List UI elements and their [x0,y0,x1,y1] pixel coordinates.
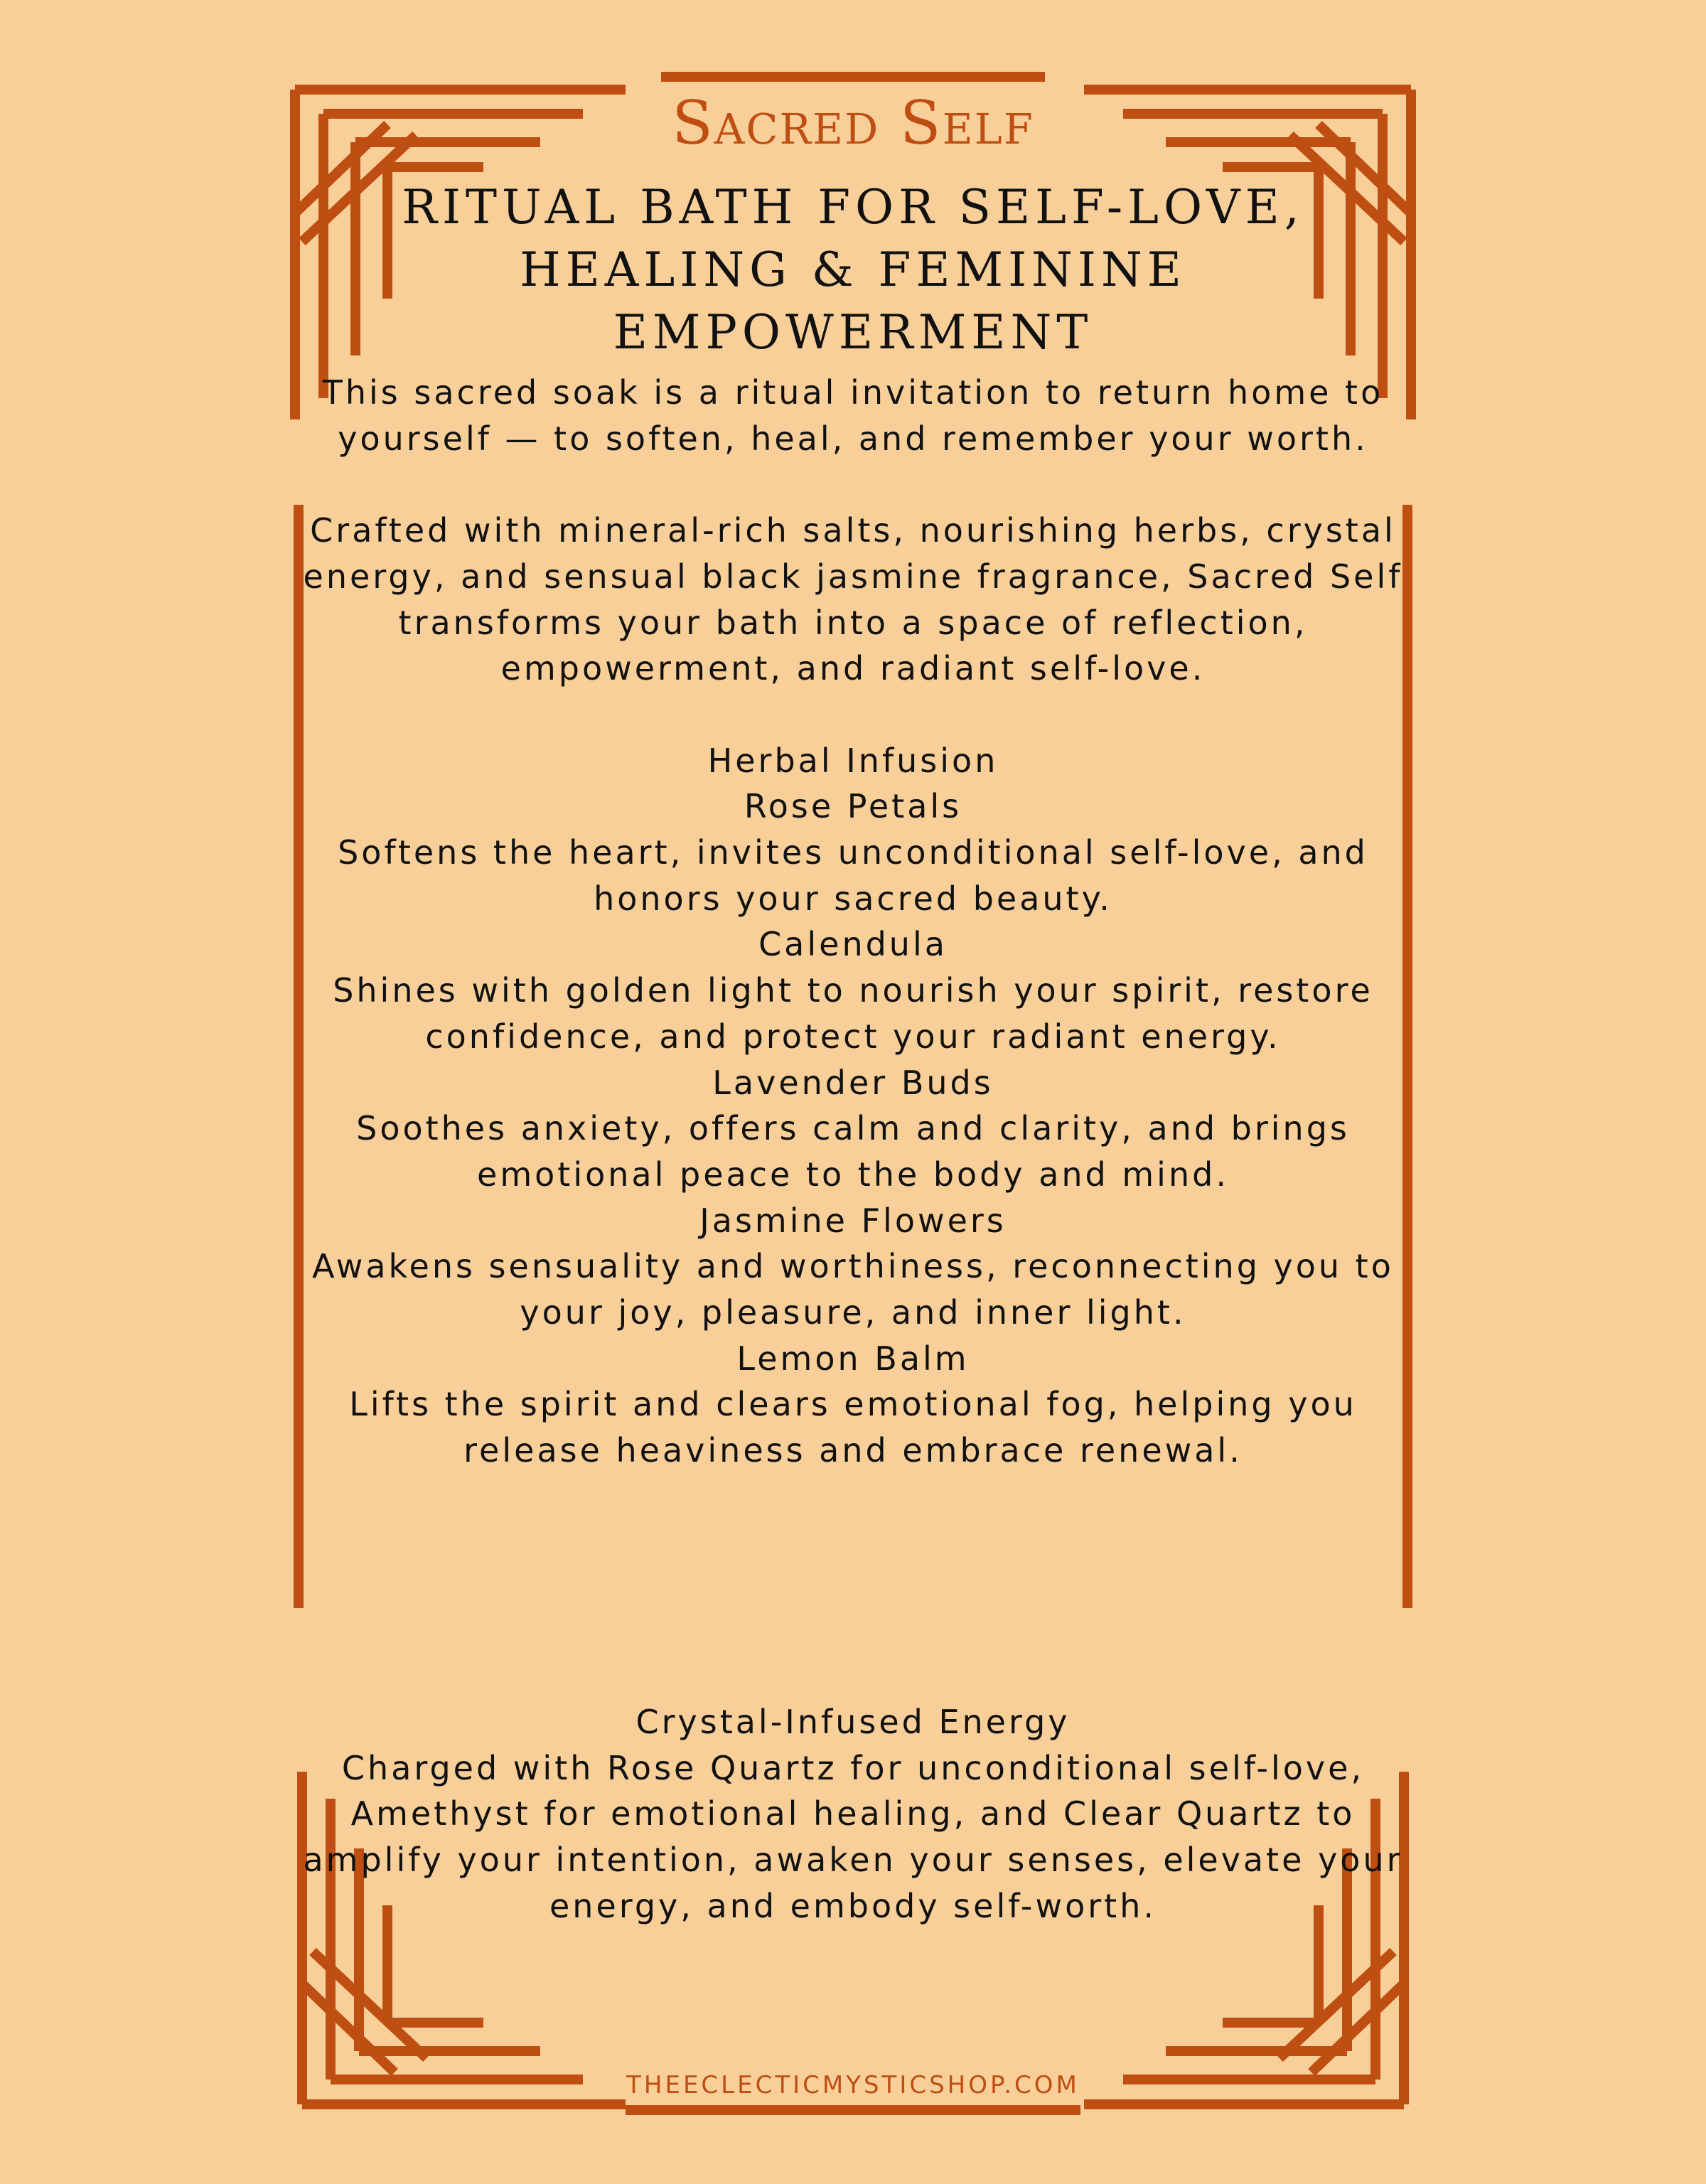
herbal-heading: Herbal Infusion [707,741,999,780]
crystal-heading: Crystal-Infused Energy [635,1703,1071,1741]
herb-name: Lemon Balm [736,1339,970,1378]
herb-description: Awakens sensuality and worthiness, reconnecting you to your joy, pleasure, and inner light. [312,1247,1394,1332]
crystal-text: Charged with Rose Quartz for unconditional self-love, Amethyst for emotional healing, and Clear Quartz to amplify your intention, awaken your senses, elevate your energy, and embody self-worth. [303,1748,1403,1925]
page-title: RITUAL BATH FOR SELF-LOVE, HEALING & FEMININE EMPOWERMENT [402,180,1304,360]
herb-description: Lifts the spirit and clears emotional fog, helping you release heaviness and embrace renewal. [349,1385,1357,1470]
intro-text: This sacred soak is a ritual invitation to return home to yourself — to soften, heal, and remember your worth. [322,373,1384,458]
herb-name: Rose Petals [744,787,962,826]
herb-description: Softens the heart, invites unconditional self-love, and honors your sacred beauty. [338,833,1368,918]
herb-description: Soothes anxiety, offers calm and clarity, and brings emotional peace to the body and mind. [356,1109,1350,1194]
website-link[interactable]: THEECLECTICMYSTICSHOP.COM [626,2071,1080,2099]
herb-name: Jasmine Flowers [699,1201,1007,1240]
description-text: Crafted with mineral-rich salts, nourishing herbs, crystal energy, and sensual black jasmine fragrance, Sacred Self transforms your bath into a space of reflection, empowerment, and radiant self-love. [303,511,1403,688]
herb-name: Lavender Buds [712,1063,994,1102]
crystal-section [284,1699,1422,1929]
herb-name: Calendula [758,925,948,964]
herb-description: Shines with golden light to nourish your spirit, restore confidence, and protect your radiant energy. [333,971,1373,1056]
body-copy [284,370,1422,1474]
brand-name: Sacred Self [672,88,1034,158]
